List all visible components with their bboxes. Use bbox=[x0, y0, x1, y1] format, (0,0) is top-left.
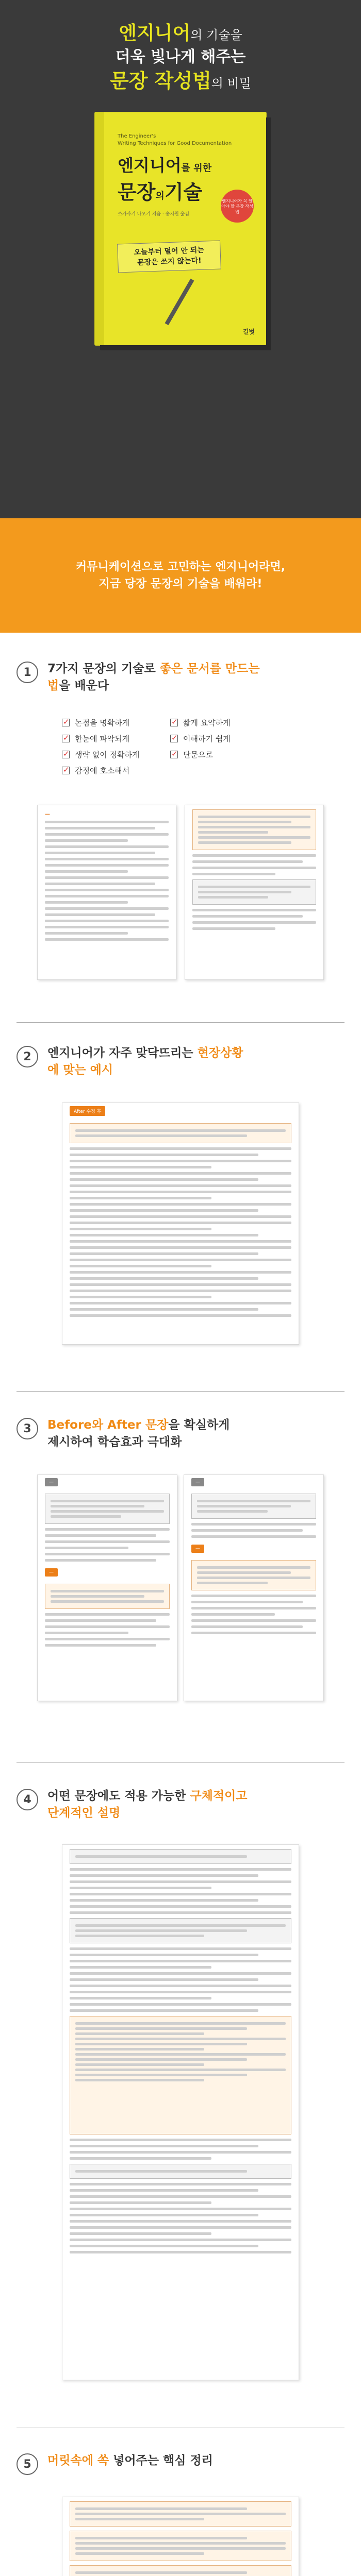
section-3-header bbox=[17, 1417, 351, 1451]
book-publisher: 길벗 bbox=[242, 328, 255, 335]
hero-line3-rest: 의 비밀 bbox=[211, 76, 251, 91]
example-page bbox=[62, 1103, 299, 1345]
checkbox-icon bbox=[170, 719, 178, 726]
section-1-title-a: 7가지 문장의 기술로 bbox=[47, 662, 160, 675]
after-page bbox=[184, 1475, 324, 1701]
section-4-title-hl: 구체적이고 bbox=[190, 1789, 248, 1803]
before-tag: — bbox=[191, 1478, 204, 1486]
section-3-number: 3 bbox=[17, 1418, 38, 1439]
hero-line1-rest: 의 기술을 bbox=[190, 28, 242, 42]
before-page bbox=[37, 1475, 177, 1701]
promo-band-line2: 지금 당장 문장의 기술을 배워라! bbox=[99, 578, 262, 590]
section-3-title bbox=[47, 1417, 229, 1451]
checkbox-icon bbox=[62, 751, 70, 758]
pencil-illustration bbox=[165, 279, 194, 326]
section-5-title bbox=[47, 2452, 213, 2469]
checkbox-icon bbox=[170, 735, 178, 742]
section-1-title-hl: 좋은 문서를 만드는 bbox=[159, 662, 260, 675]
section-2-title-hl: 현장상황 bbox=[197, 1046, 243, 1060]
checklist-label: 단문으로 bbox=[183, 750, 213, 759]
book-cover bbox=[95, 112, 266, 345]
section-1-number: 1 bbox=[17, 662, 38, 683]
hero-line3-highlight: 문장 작성법 bbox=[110, 70, 211, 93]
book-stamp bbox=[117, 241, 221, 273]
sample-page-right bbox=[185, 805, 324, 980]
promo-band bbox=[0, 518, 361, 633]
promo-band-line1: 커뮤니케이션으로 고민하는 엔지니어라면, bbox=[75, 561, 286, 573]
checkbox-icon bbox=[62, 767, 70, 774]
section-4-number: 4 bbox=[17, 1789, 38, 1810]
after-tag-small: — bbox=[45, 1568, 58, 1577]
section-4-title-hl2: 단계적인 설명 bbox=[47, 1806, 121, 1820]
checkbox-icon bbox=[62, 735, 70, 742]
section-1-title-hl2: 법 bbox=[47, 679, 59, 693]
book-title-b-small: 의 bbox=[155, 191, 165, 201]
checklist-item bbox=[170, 717, 268, 728]
checklist-item bbox=[170, 733, 268, 744]
book-title-b: 문장 bbox=[118, 181, 156, 204]
checklist-label: 감정에 호소해서 bbox=[75, 766, 130, 775]
section-3-title-rest: 을 확실하게 bbox=[168, 1418, 230, 1432]
book-en-line2: Writing Techniques for Good Documentation bbox=[118, 141, 232, 146]
hero-line2: 더욱 빛나게 해주는 bbox=[115, 47, 246, 66]
section-3-title-hl: Before와 After 문장 bbox=[47, 1418, 169, 1432]
section-5-number: 5 bbox=[17, 2453, 38, 2475]
section-2-title-hl2: 에 맞는 예시 bbox=[47, 1063, 113, 1077]
section-3-title-l2: 제시하여 학습효과 극대화 bbox=[47, 1435, 182, 1449]
book-title-c: 기술 bbox=[164, 181, 203, 204]
book-title-a: 엔지니어 bbox=[118, 156, 182, 175]
book-title-line1 bbox=[118, 152, 211, 176]
section-divider bbox=[17, 1022, 344, 1023]
section-1-header bbox=[17, 660, 351, 695]
section-2-title bbox=[47, 1045, 243, 1079]
after-tag: After 수정 후 bbox=[70, 1106, 105, 1116]
checkbox-icon bbox=[170, 751, 178, 758]
checklist-item bbox=[170, 749, 268, 760]
section-4-title bbox=[47, 1788, 248, 1822]
section-1-title bbox=[47, 660, 260, 695]
checklist-label: 한눈에 파악되게 bbox=[75, 734, 130, 743]
explanation-page bbox=[62, 1844, 299, 2380]
section-2-number: 2 bbox=[17, 1046, 38, 1067]
section-1-title-rest: 을 배운다 bbox=[59, 679, 109, 693]
after-tag-small: — bbox=[191, 1545, 204, 1553]
before-tag: — bbox=[45, 1478, 58, 1486]
book-badge: 엔지니어가 꼭 알아야 할 문장 작성법 bbox=[221, 190, 254, 223]
section-5-title-hl: 머릿속에 쏙 bbox=[47, 2454, 109, 2467]
book-title-a-small: 를 위한 bbox=[181, 163, 212, 174]
book-author: 쓰카사키 나오키 지음 · 송지원 옮김 bbox=[118, 212, 189, 217]
section-5-title-rest: 넣어주는 핵심 정리 bbox=[109, 2454, 213, 2467]
checklist-label: 이해하기 쉽게 bbox=[183, 734, 231, 743]
book-spine bbox=[95, 112, 104, 345]
feature-checklist bbox=[62, 717, 268, 776]
checkbox-icon bbox=[62, 719, 70, 726]
checklist-label: 생략 없이 정확하게 bbox=[75, 750, 140, 759]
checklist-label: 짧게 요약하게 bbox=[183, 718, 231, 727]
section-4-header bbox=[17, 1788, 351, 1822]
hero-headline bbox=[0, 21, 361, 95]
section-2-title-a: 엔지니어가 자주 맞닥뜨리는 bbox=[47, 1046, 198, 1060]
sample-heading: — bbox=[45, 811, 50, 817]
book-en-subtitle bbox=[118, 133, 232, 147]
book-en-line1: The Engineer's bbox=[118, 133, 156, 139]
summary-page bbox=[62, 2497, 299, 2576]
sample-page-left bbox=[37, 805, 176, 980]
section-5-header bbox=[17, 2452, 351, 2475]
hero-line1-highlight: 엔지니어 bbox=[119, 23, 191, 44]
checklist-item bbox=[62, 749, 160, 760]
hero-banner bbox=[0, 0, 361, 518]
book-stamp-line1: 오늘부터 덜어 안 되는 bbox=[134, 246, 205, 257]
book-stamp-line2: 문장은 쓰지 않는다! bbox=[137, 256, 202, 267]
checklist-item bbox=[62, 765, 160, 776]
checklist-item bbox=[62, 717, 160, 728]
section-divider bbox=[17, 1391, 344, 1392]
checklist-label: 논점을 명확하게 bbox=[75, 718, 130, 727]
section-2-header bbox=[17, 1045, 351, 1079]
book-title-line2 bbox=[118, 176, 202, 205]
section-4-title-a: 어떤 문장에도 적용 가능한 bbox=[47, 1789, 190, 1803]
checklist-item bbox=[62, 733, 160, 744]
